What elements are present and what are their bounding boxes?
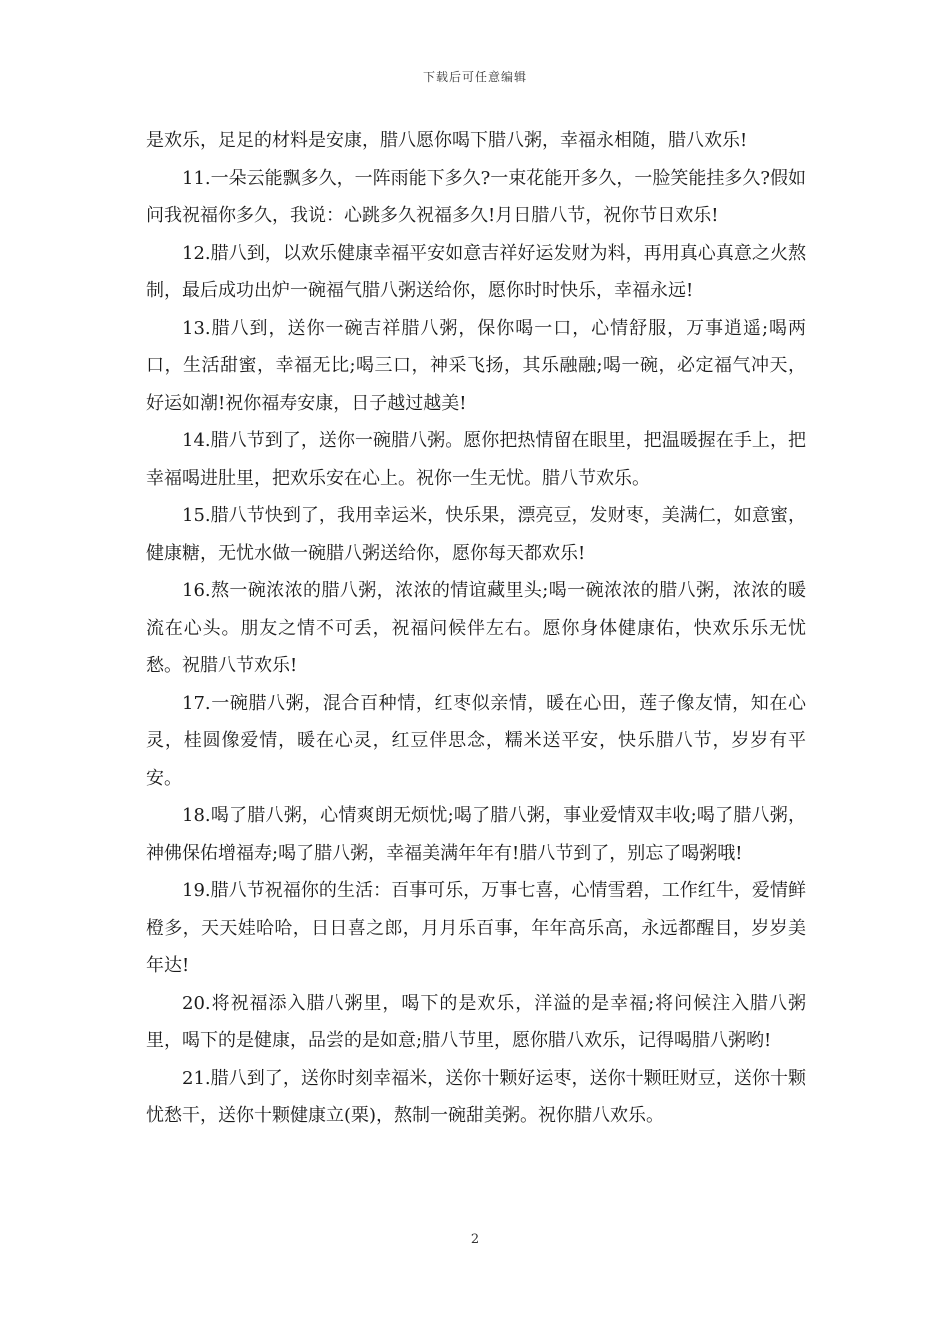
page-header: 下载后可任意编辑: [422, 70, 527, 84]
paragraph: 13.腊八到，送你一碗吉祥腊八粥，保你喝一口，心情舒服，万事逍遥;喝两口，生活甜蜜，幸福无比;喝三口，神采飞扬，其乐融融;喝一碗，必定福气冲天，好运如潮!祝你福寿安康，日子越过越美!: [146, 317, 806, 414]
paragraph: 15.腊八节快到了，我用幸运米，快乐果，漂亮豆，发财枣，美满仁，如意蜜，健康糖，无忧水做一碗腊八粥送给你，愿你每天都欢乐!: [146, 505, 806, 564]
paragraph: 20.将祝福添入腊八粥里，喝下的是欢乐，洋溢的是幸福;将问候注入腊八粥里，喝下的是健康，品尝的是如意;腊八节里，愿你腊八欢乐，记得喝腊八粥哟!: [146, 992, 806, 1051]
paragraph: 21.腊八到了，送你时刻幸福米，送你十颗好运枣，送你十颗旺财豆，送你十颗忧愁干，送你十颗健康立(栗)，熬制一碗甜美粥。祝你腊八欢乐。: [146, 1067, 806, 1126]
paragraph: 12.腊八到，以欢乐健康幸福平安如意吉祥好运发财为料，再用真心真意之火熬制，最后成功出炉一碗福气腊八粥送给你，愿你时时快乐，幸福永远!: [146, 242, 806, 301]
document-body: [146, 122, 806, 1135]
page-number: 2: [470, 1232, 480, 1247]
paragraph: 19.腊八节祝福你的生活：百事可乐，万事七喜，心情雪碧，工作红牛，爱情鲜橙多，天天娃哈哈，日日喜之郎，月月乐百事，年年高乐高，永远都醒目，岁岁美年达!: [146, 880, 806, 976]
paragraph: 11.一朵云能飘多久，一阵雨能下多久?一束花能开多久，一脸笑能挂多久?假如问我祝福你多久，我说：心跳多久祝福多久!月日腊八节，祝你节日欢乐!: [146, 167, 806, 226]
paragraph: 16.熬一碗浓浓的腊八粥，浓浓的情谊藏里头;喝一碗浓浓的腊八粥，浓浓的暖流在心头。朋友之情不可丢，祝福问候伴左右。愿你身体健康佑，快欢乐乐无忧愁。祝腊八节欢乐!: [146, 580, 806, 676]
paragraph: 17.一碗腊八粥，混合百种情，红枣似亲情，暖在心田，莲子像友情，知在心灵，桂圆像爱情，暖在心灵，红豆伴思念，糯米送平安，快乐腊八节，岁岁有平安。: [146, 692, 806, 789]
paragraph: 14.腊八节到了，送你一碗腊八粥。愿你把热情留在眼里，把温暖握在手上，把幸福喝进肚里，把欢乐安在心上。祝你一生无忧。腊八节欢乐。: [146, 430, 806, 489]
paragraph: 是欢乐，足足的材料是安康，腊八愿你喝下腊八粥，幸福永相随，腊八欢乐!: [146, 130, 748, 151]
paragraph: 18.喝了腊八粥，心情爽朗无烦忧;喝了腊八粥，事业爱情双丰收;喝了腊八粥，神佛保佑增福寿;喝了腊八粥，幸福美满年年有!腊八节到了，别忘了喝粥哦!: [146, 805, 806, 864]
